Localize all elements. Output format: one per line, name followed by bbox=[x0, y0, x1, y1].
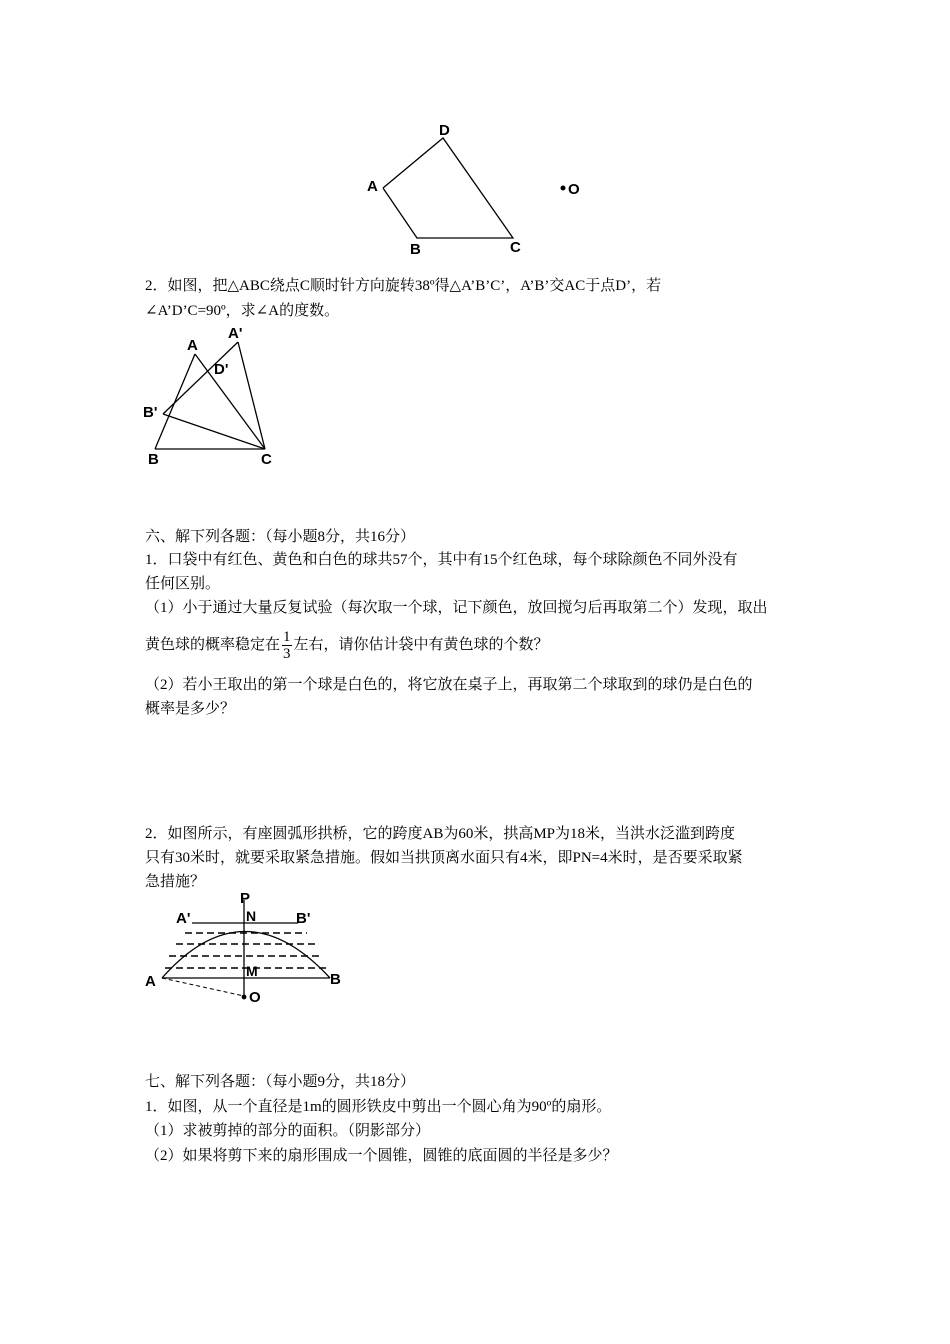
label-C: C bbox=[510, 239, 521, 256]
point-O bbox=[561, 186, 566, 191]
label-A: A bbox=[145, 973, 156, 990]
sub1-line2-before: 黄色球的概率稳定在 bbox=[145, 637, 281, 653]
q2-line2: ∠A’D’C=90º，求∠A的度数。 bbox=[145, 303, 340, 319]
label-B-prime: B' bbox=[143, 404, 158, 421]
s6-p2-line2: 只有30米时，就要采取紧急措施。假如当拱顶离水面只有4米，即PN=4米时，是否要采取紧 bbox=[145, 850, 743, 866]
s7-p1-line1: 1．如图，从一个直径是1m的圆形铁皮中剪出一个圆心角为90º的扇形。 bbox=[145, 1099, 612, 1115]
label-B: B bbox=[410, 241, 421, 258]
fraction-denominator: 3 bbox=[283, 646, 291, 663]
label-A-prime: A' bbox=[228, 325, 243, 342]
s6-p2-line3: 急措施？ bbox=[145, 874, 206, 890]
s6-p1-line1: 1．口袋中有红色、黄色和白色的球共57个，其中有15个红色球，每个球除颜色不同外没有 bbox=[145, 552, 738, 568]
label-O: O bbox=[249, 989, 261, 1006]
s6-p1-sub2-line2: 概率是多少？ bbox=[145, 701, 236, 717]
arch-bridge-figure bbox=[140, 888, 360, 1013]
section6-header: 六、解下列各题：（每小题8分，共16分） bbox=[145, 529, 416, 545]
q2-line1: 2．如图，把△ABC绕点C顺时针方向旋转38º得△A’B’C’，A’B’交AC于点D’，若 bbox=[145, 278, 662, 294]
quad-outline bbox=[383, 138, 513, 238]
label-M: M bbox=[246, 963, 258, 979]
s6-p1-sub1-line2 bbox=[145, 628, 810, 662]
s6-p1-line2: 任何区别。 bbox=[145, 576, 221, 592]
label-B: B bbox=[330, 971, 341, 988]
label-A-prime: A' bbox=[176, 910, 191, 927]
label-N: N bbox=[246, 908, 257, 924]
label-D-prime: D' bbox=[214, 361, 229, 378]
label-A: A bbox=[187, 337, 198, 354]
section7-header: 七、解下列各题：（每小题9分，共18分） bbox=[145, 1074, 416, 1090]
s6-p1-sub1-line1: （1）小于通过大量反复试验（每次取一个球，记下颜色，放回搅匀后再取第二个）发现，取出 bbox=[145, 600, 768, 616]
fraction-one-third bbox=[282, 629, 292, 662]
s7-p1-sub2: （2）如果将剪下来的扇形围成一个圆锥，圆锥的底面圆的半径是多少？ bbox=[145, 1148, 618, 1164]
s7-p1-sub1: （1）求被剪掉的部分的面积。（阴影部分） bbox=[145, 1123, 431, 1139]
label-C: C bbox=[261, 451, 272, 467]
sub1-line2-after: 左右，请你估计袋中有黄色球的个数？ bbox=[293, 637, 549, 653]
label-B-prime: B' bbox=[296, 910, 311, 927]
s6-p2-line1: 2．如图所示，有座圆弧形拱桥，它的跨度AB为60米，拱高MP为18米，当洪水泛滥到跨度 bbox=[145, 826, 736, 842]
label-O: O bbox=[568, 181, 580, 198]
label-D: D bbox=[439, 122, 450, 139]
fraction-numerator: 1 bbox=[283, 629, 291, 646]
quadrilateral-figure bbox=[360, 118, 600, 258]
label-P: P bbox=[240, 890, 251, 907]
label-B: B bbox=[148, 451, 159, 467]
rotation-figure bbox=[140, 322, 290, 467]
s6-p1-sub2-line1: （2）若小王取出的第一个球是白色的，将它放在桌子上，再取第二个球取到的球仍是白色的 bbox=[145, 677, 753, 693]
label-A: A bbox=[367, 178, 378, 195]
